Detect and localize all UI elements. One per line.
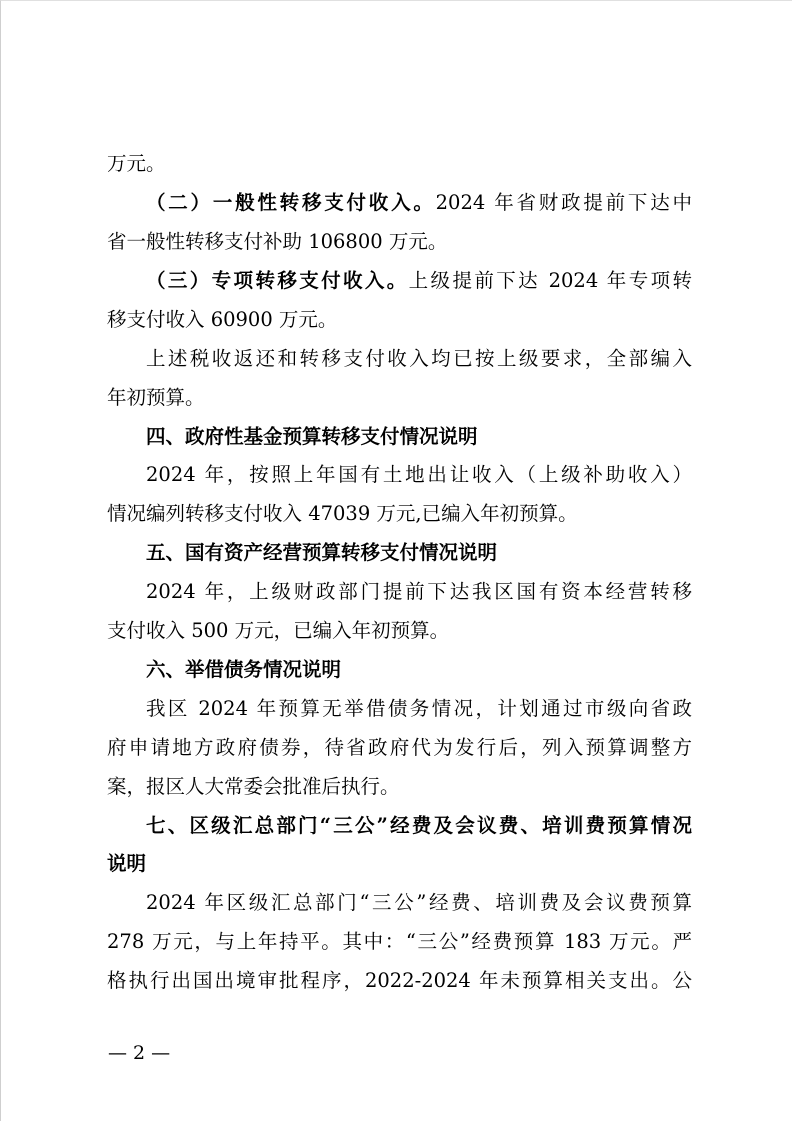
body-text: 情况编列转移支付收入 47039 万元,已编入年初预算。 <box>107 502 578 525</box>
paragraph-line <box>146 269 692 293</box>
section-heading-text: 五、国有资产经营预算转移支付情况说明 <box>146 541 498 564</box>
body-text: 上级提前下达 2024 年专项转 <box>408 269 692 292</box>
paragraph-line <box>146 463 692 487</box>
paragraph-line <box>107 736 692 760</box>
body-text: 年初预算。 <box>107 386 205 409</box>
paragraph-line <box>146 347 692 371</box>
subheading-text: （三）专项转移支付收入。 <box>146 269 409 292</box>
section-heading-continued <box>107 852 146 876</box>
paragraph-line <box>107 775 400 799</box>
paragraph-line <box>107 969 692 993</box>
body-text: 上述税收返还和转移支付收入均已按上级要求，全部编入 <box>146 347 692 370</box>
paragraph-line <box>107 619 449 643</box>
body-text: 案，报区人大常委会批准后执行。 <box>107 775 400 798</box>
section-heading <box>146 425 478 449</box>
section-heading-text: 六、举借债务情况说明 <box>146 658 342 681</box>
subheading-text: （二）一般性转移支付收入。 <box>146 191 436 214</box>
section-heading <box>146 541 497 565</box>
body-text: 278 万元，与上年持平。其中：“三公”经费预算 183 万元。严 <box>107 930 692 953</box>
paragraph-line <box>146 891 692 915</box>
paragraph-line <box>107 386 205 410</box>
body-text: 支付收入 500 万元，已编入年初预算。 <box>107 619 450 642</box>
paragraph-line <box>107 502 578 526</box>
body-text: 2024 年省财政提前下达中 <box>435 191 692 214</box>
section-heading <box>146 814 692 838</box>
body-text: 省一般性转移支付补助 106800 万元。 <box>107 230 448 253</box>
paragraph-line <box>107 230 447 254</box>
section-heading <box>146 658 341 682</box>
body-text: 2024 年，按照上年国有土地出让收入（上级补助收入） <box>146 463 692 486</box>
body-text: 府申请地方政府债券，待省政府代为发行后，列入预算调整方 <box>107 736 692 759</box>
body-text: 我区 2024 年预算无举借债务情况，计划通过市级向省政 <box>146 697 692 720</box>
paragraph-line <box>107 308 337 332</box>
section-heading-text: 七、区级汇总部门“三公”经费及会议费、培训费预算情况 <box>146 814 692 837</box>
section-heading-text: 四、政府性基金预算转移支付情况说明 <box>146 425 478 448</box>
paragraph-line <box>107 152 166 176</box>
paragraph-line <box>146 697 692 721</box>
page-number: — 2 — <box>108 1042 171 1064</box>
section-heading-text: 说明 <box>107 852 147 875</box>
paragraph-line <box>107 930 692 954</box>
body-text: 万元。 <box>107 152 166 175</box>
paragraph-line <box>146 191 692 215</box>
paragraph-line <box>146 580 692 604</box>
body-text: 移支付收入 60900 万元。 <box>107 308 338 331</box>
body-text: 2024 年区级汇总部门“三公”经费、培训费及会议费预算 <box>146 891 692 914</box>
body-text: 2024 年，上级财政部门提前下达我区国有资本经营转移 <box>146 580 692 603</box>
body-text: 格执行出国出境审批程序，2022-2024 年未预算相关支出。公 <box>107 969 692 992</box>
